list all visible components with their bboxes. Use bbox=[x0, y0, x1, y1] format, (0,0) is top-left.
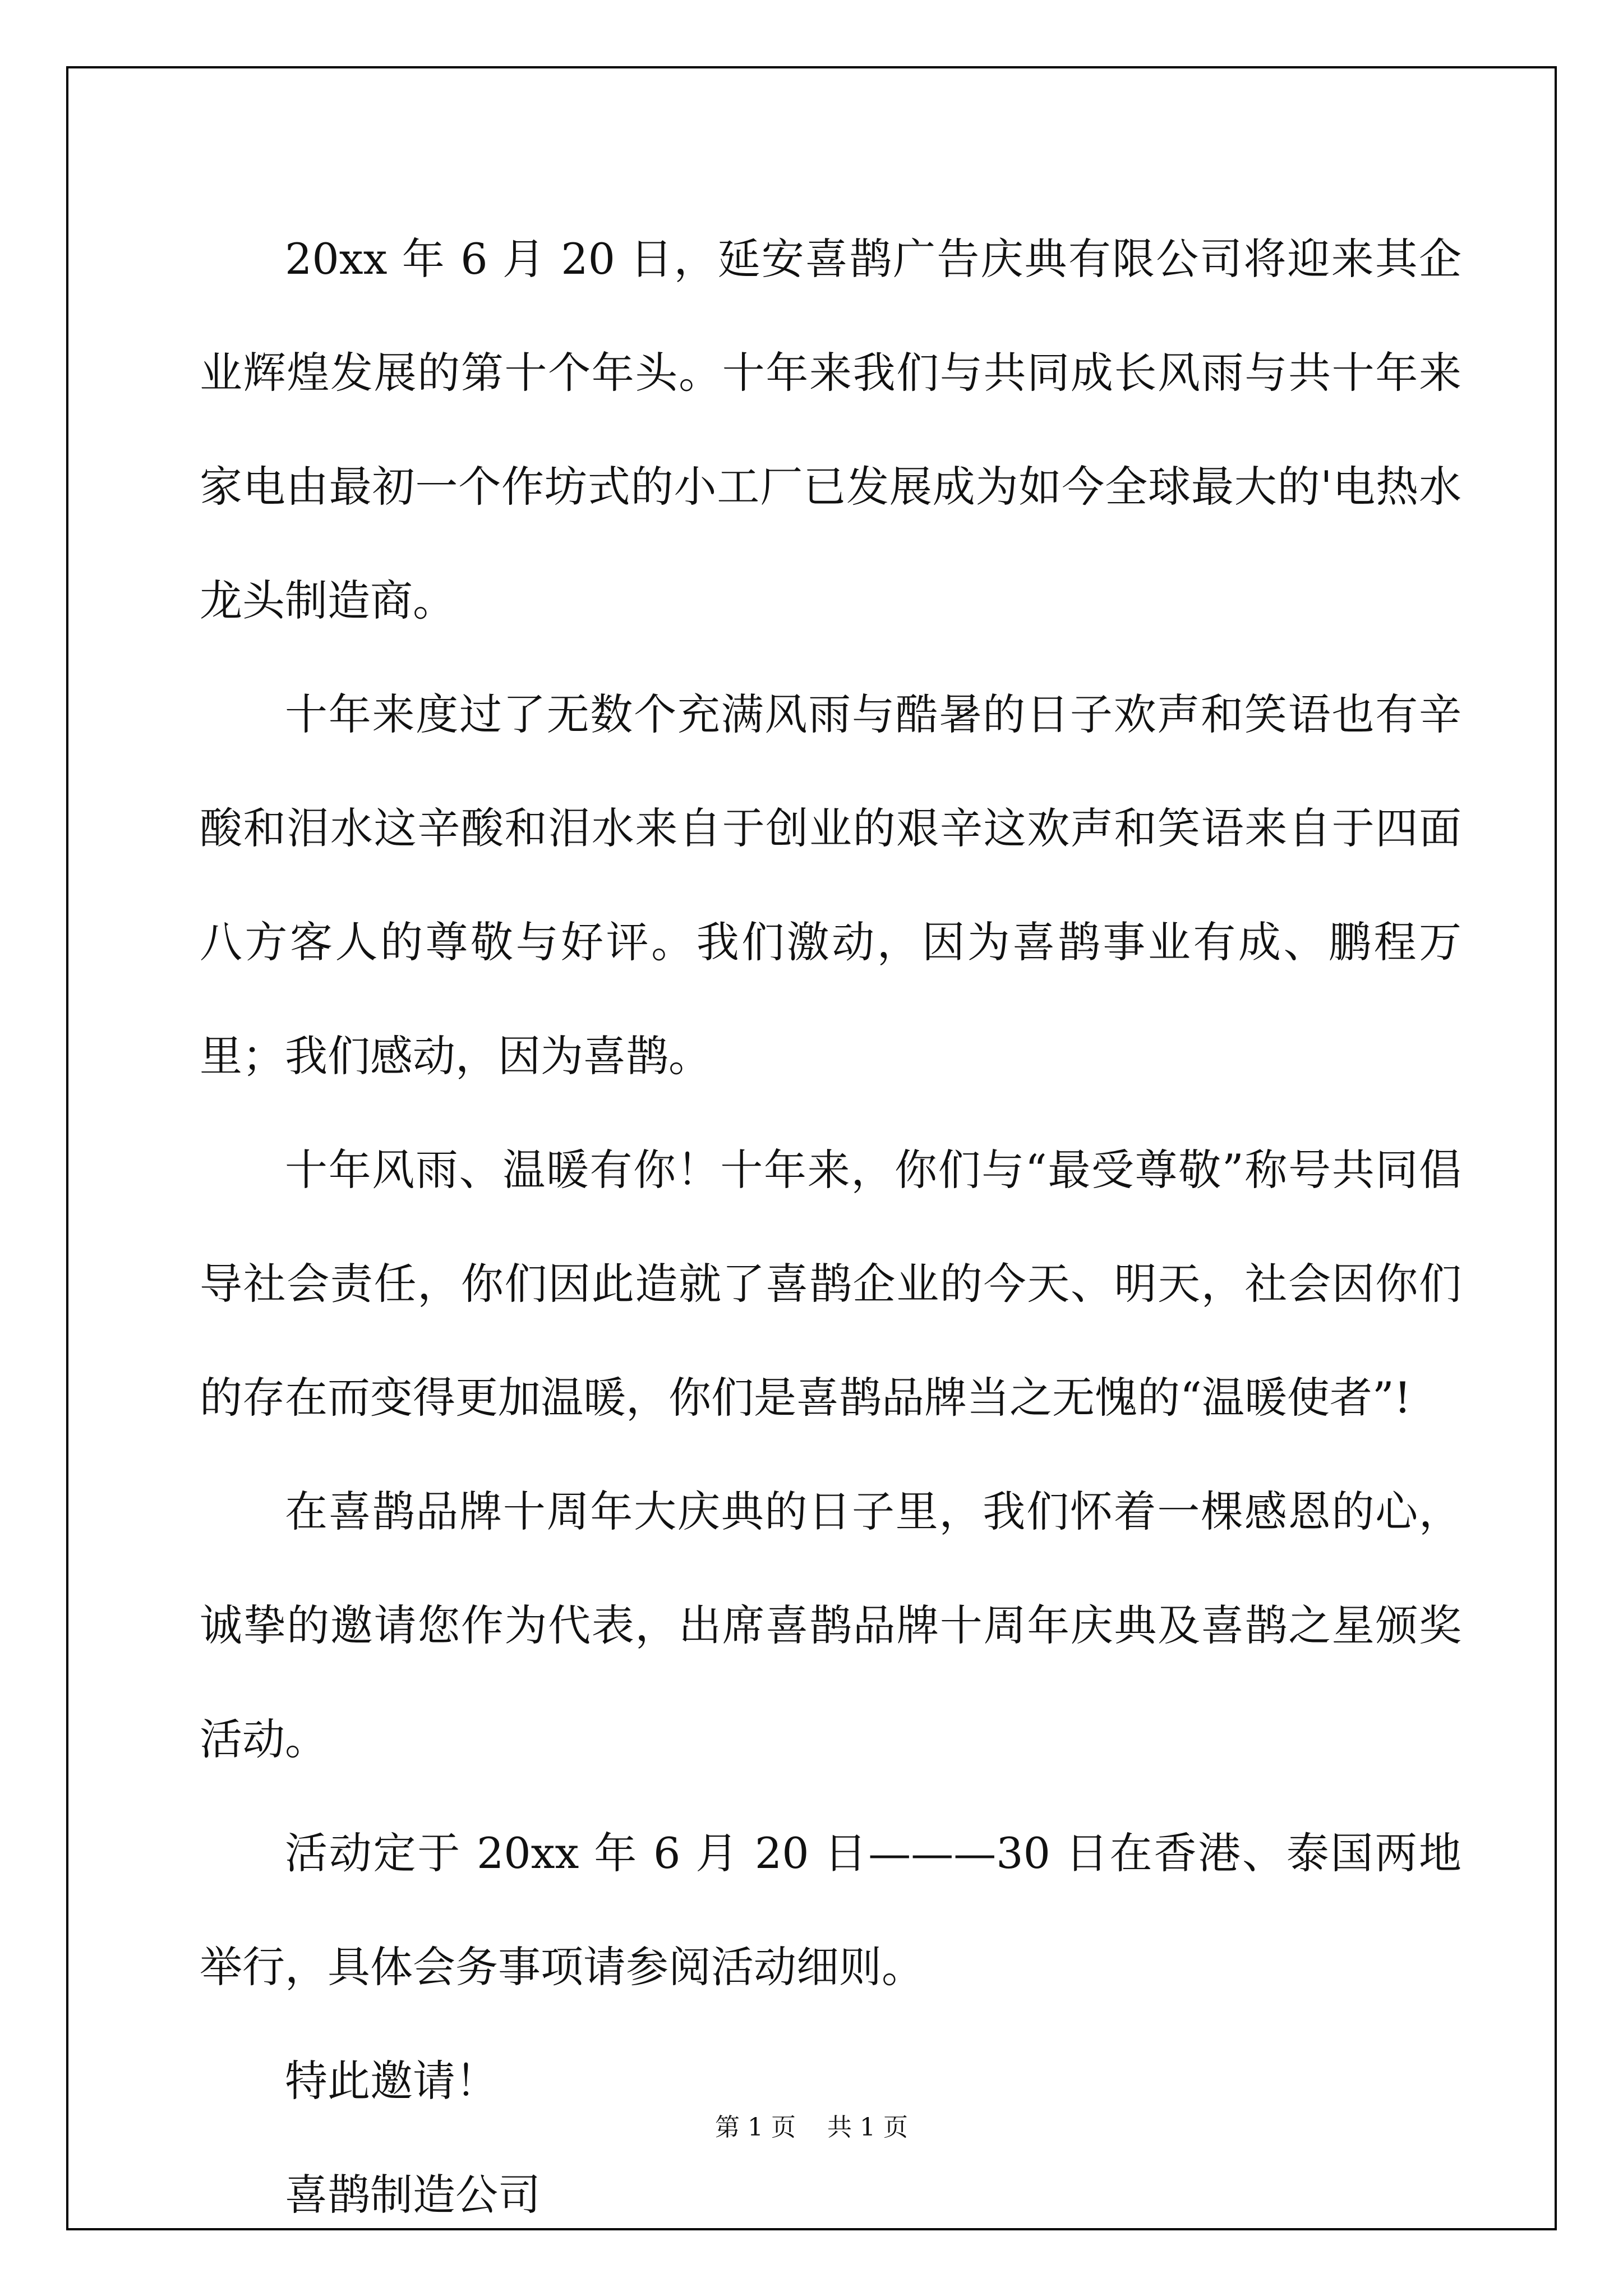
document-body bbox=[200, 202, 1461, 2252]
paragraph-signature: 喜鹊制造公司 bbox=[285, 2170, 541, 2220]
paragraph-closing: 特此邀请！ bbox=[285, 2056, 498, 2106]
paragraph-invitation: 在喜鹊品牌十周年大庆典的日子里，我们怀着一棵感恩的心，诚挚的邀请您作为代表，出席喜鹊品牌十周年庆典及喜鹊之星颁奖活动。 bbox=[200, 1487, 1461, 1764]
page-total: 共 1 页 bbox=[827, 2113, 908, 2142]
paragraph-anniversary-intro: 20xx 年 6 月 20 日，延安喜鹊广告庆典有限公司将迎来其企业辉煌发展的第十个年头。十年来我们与共同成长风雨与共十年来家电由最初一个作坊式的小工厂已发展成为如今全球最大的'电热水龙头制造商。 bbox=[200, 234, 1461, 625]
paragraph-ten-years: 十年来度过了无数个充满风雨与酷暑的日子欢声和笑语也有辛酸和泪水这辛酸和泪水来自于创业的艰辛这欢声和笑语来自于四面八方客人的尊敬与好评。我们激动，因为喜鹊事业有成、鹏程万里；我们感动，因为喜鹊。 bbox=[200, 689, 1461, 1081]
paragraph-warmth: 十年风雨、温暖有你！十年来，你们与“最受尊敬”称号共同倡导社会责任，你们因此造就了喜鹊企业的今天、明天，社会因你们的存在而变得更加温暖，你们是喜鹊品牌当之无愧的“温暖使者”! bbox=[200, 1145, 1461, 1423]
page-footer bbox=[0, 2107, 1623, 2143]
paragraph-event-details: 活动定于 20xx 年 6 月 20 日———30 日在香港、泰国两地举行，具体会务事项请参阅活动细则。 bbox=[200, 1828, 1461, 1992]
page-number: 第 1 页 bbox=[715, 2113, 796, 2142]
